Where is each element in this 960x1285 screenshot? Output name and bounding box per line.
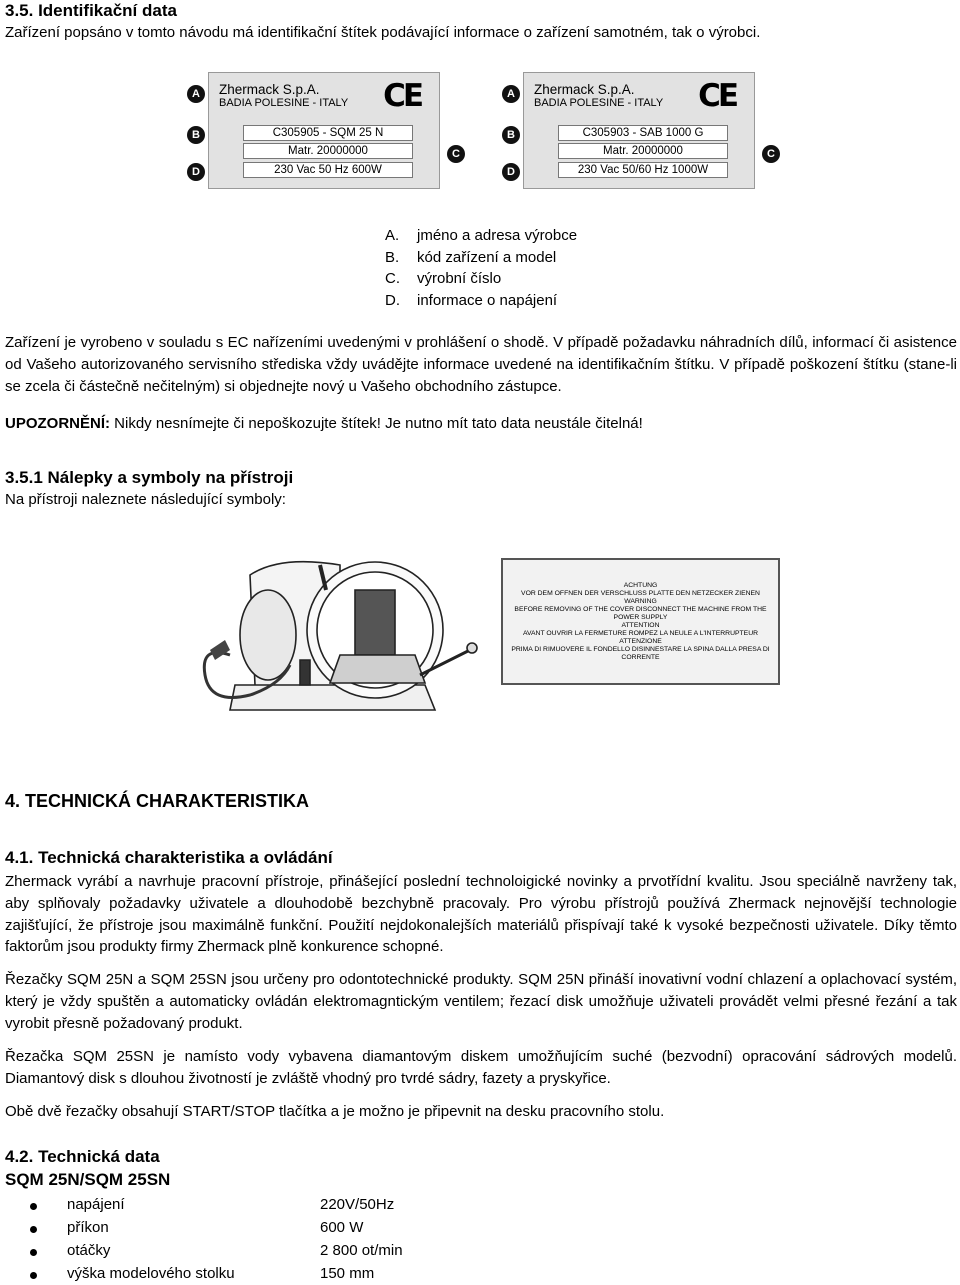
section-4-1-heading: 4.1. Technická charakteristika a ovládání bbox=[5, 848, 333, 867]
plate-serial: Matr. 20000000 bbox=[243, 143, 413, 159]
badge-a-left: A bbox=[187, 85, 205, 103]
bullet-icon bbox=[30, 1249, 37, 1256]
badge-c-right: C bbox=[762, 145, 780, 163]
section-4-1-p4: Obě dvě řezačky obsahují START/STOP tlačítka a je možno je připevnit na desku pracovního stolu. bbox=[5, 1103, 665, 1120]
legend-item: C. výrobní číslo bbox=[385, 270, 502, 287]
section-3-5-1-heading: 3.5.1 Nálepky a symboly na přístroji bbox=[5, 468, 294, 487]
warning-label bbox=[501, 558, 780, 685]
plate-code: C305903 - SAB 1000 G bbox=[558, 125, 728, 141]
spec-label: otáčky bbox=[67, 1242, 111, 1259]
ce-mark: CE bbox=[383, 78, 421, 114]
spec-label: výška modelového stolku bbox=[67, 1265, 235, 1282]
plate-power: 230 Vac 50/60 Hz 1000W bbox=[558, 162, 728, 178]
plate-maker: Zhermack S.p.A. bbox=[534, 82, 635, 97]
model-name: SQM 25N/SQM 25SN bbox=[5, 1170, 171, 1189]
section-4-2-heading: 4.2. Technická data bbox=[5, 1147, 160, 1166]
spec-value: 600 W bbox=[320, 1219, 364, 1236]
warning-label-text: ACHTUNG VOR DEM OFFNEN DER VERSCHLUSS PLATTE DEN NETZECKER ZIENEN WARNING BEFORE REMOVING OF THE COVER DISCONNECT THE MACHINE FROM THE POWER SUPPLY ATTENTION AVANT OUVRIR LA FERMETURE ROMPEZ LA NEULE A L'INTERRUPTEUR ATTENZIONE PRIMA DI RIMUOVERE IL FONDELLO DISINNESTARE LA SPINA DALLA PRESA DI CORRENTE bbox=[511, 582, 770, 661]
cutter-machine-illustration bbox=[190, 535, 480, 720]
plate-maker: Zhermack S.p.A. bbox=[219, 82, 320, 97]
bullet-icon bbox=[30, 1203, 37, 1210]
section-3-5-intro: Zařízení popsáno v tomto návodu má identifikační štítek podávající informace o zařízení samotném, tak o výrobci. bbox=[5, 24, 761, 41]
section-4-heading: 4. TECHNICKÁ CHARAKTERISTIKA bbox=[5, 791, 310, 811]
legend-item: B. kód zařízení a model bbox=[385, 248, 557, 266]
conformity-paragraph: Zařízení je vyrobeno v souladu s EC nařízeními uvedenými v prohlášení o shodě. V případě požadavku náhradních dílů, informací či asistence od Vašeho autorizovaného servisního střediska vždy uvádějte informace uvedené na identifikačním štítku. V případě poškození štítku (stane-li se zcela či částečně nečitelným) si objednejte nový u Vašeho obchodního zástupce. bbox=[5, 334, 957, 395]
badge-a-right: A bbox=[502, 85, 520, 103]
warning-paragraph: UPOZORNĚNÍ: Nikdy nesnímejte či nepoškozujte štítek! Je nutno mít tato data neustále čitelná! bbox=[5, 415, 643, 432]
badge-d-right: D bbox=[502, 163, 520, 181]
legend-item: D. informace o napájení bbox=[385, 291, 558, 309]
plate-address: BADIA POLESINE - ITALY bbox=[219, 97, 349, 109]
section-3-5-1-intro: Na přístroji naleznete následující symboly: bbox=[5, 491, 286, 508]
badge-d-left: D bbox=[187, 163, 205, 181]
ce-mark: CE bbox=[698, 78, 736, 114]
spec-value: 150 mm bbox=[320, 1265, 375, 1282]
spec-value: 220V/50Hz bbox=[320, 1196, 395, 1213]
spec-value: 2 800 ot/min bbox=[320, 1242, 403, 1259]
plate-address: BADIA POLESINE - ITALY bbox=[534, 97, 664, 109]
identification-plate-sab bbox=[523, 72, 755, 189]
section-4-1-p3: Řezačka SQM 25SN je namísto vody vybavena diamantovým diskem umožňujícím suché (bezvodní) opracování sádrových modelů. Diamantový disk s dlouhou životností je zvláště vhodný pro tvrdé sádry, fazety a pryskyřice. bbox=[5, 1048, 957, 1087]
bullet-icon bbox=[30, 1272, 37, 1279]
plate-code: C305905 - SQM 25 N bbox=[243, 125, 413, 141]
plate-power: 230 Vac 50 Hz 600W bbox=[243, 162, 413, 178]
section-4-1-p2: Řezačky SQM 25N a SQM 25SN jsou určeny pro odontotechnické produkty. SQM 25N přináší inovativní vodní chlazení a oplachovací systém, který je vždy spuštěn a automaticky ovládán elektromagntickým ventilem; řezací disk umožňuje uživateli provádět velmi přesné řezání a tak vyrobit přesně požadovaný produkt. bbox=[5, 971, 957, 1032]
section-4-1-p1: Zhermack vyrábí a navrhuje pracovní přístroje, přinášející poslední technoloigické novinky a prvotřídní kvalitu. Jsou speciálně navrženy tak, aby splňovaly požadavky uživatele a dlouhodobě bezchybně pracovaly. Pro výrobu přístrojů používá Zhermack nejnovější technologie zajišťující, že přístroje jsou maximálně funkční. Použití nejdokonalejších materiálů přispívají také k vysoké bezpečnosti uživatele. Díky těmto faktorům jsou produkty firmy Zhermack plně konkurence schopné. bbox=[5, 873, 957, 956]
badge-b-right: B bbox=[502, 126, 520, 144]
identification-plate-sqm bbox=[208, 72, 440, 189]
spec-label: příkon bbox=[67, 1219, 109, 1236]
bullet-icon bbox=[30, 1226, 37, 1233]
badge-c-left: C bbox=[447, 145, 465, 163]
badge-b-left: B bbox=[187, 126, 205, 144]
legend-item: A. jméno a adresa výrobce bbox=[385, 227, 578, 244]
section-3-5-heading: 3.5. Identifikační data bbox=[5, 1, 177, 20]
plate-serial: Matr. 20000000 bbox=[558, 143, 728, 159]
spec-label: napájení bbox=[67, 1196, 125, 1213]
plate-legend bbox=[385, 225, 577, 311]
